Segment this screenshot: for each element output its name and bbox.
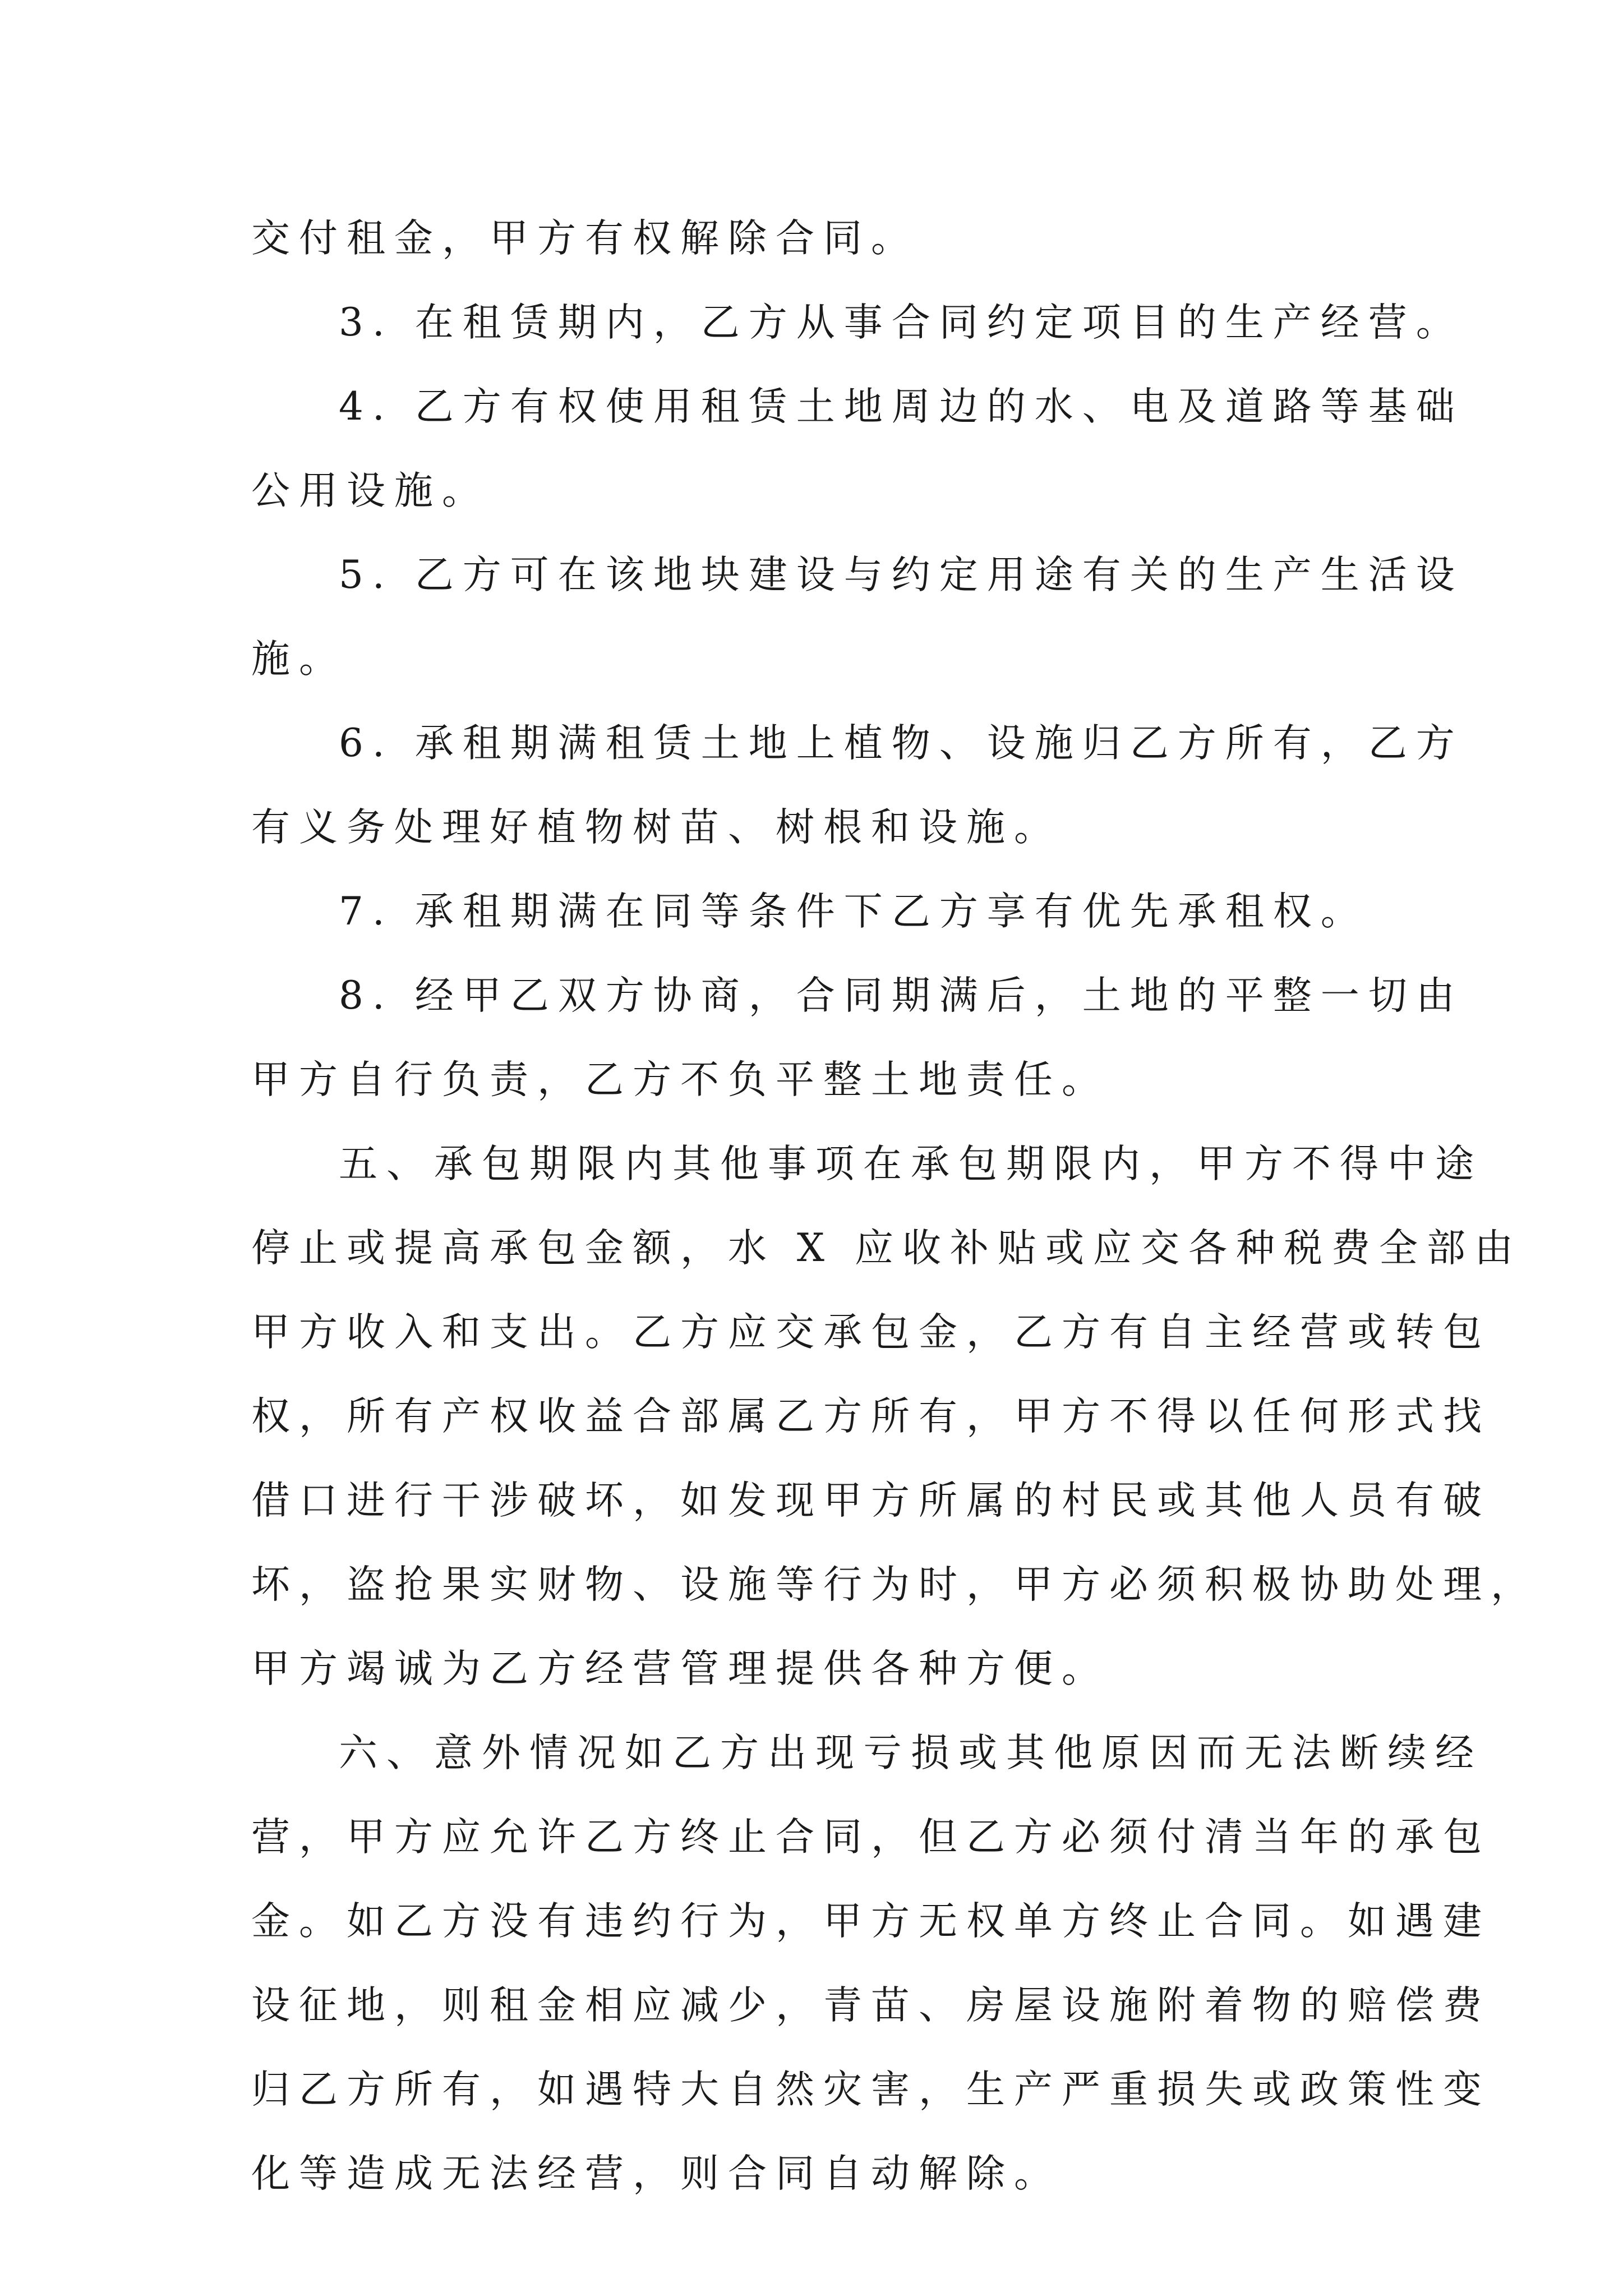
text-line: 5. 乙方可在该地块建设与约定用途有关的生产生活设: [339, 553, 1464, 597]
text-line: 设征地，则租金相应减少，青苗、房屋设施附着物的赔偿费: [251, 1983, 1491, 2028]
text-line: 公用设施。: [251, 468, 490, 513]
text-line: 归乙方所有，如遇特大自然灾害，生产严重损失或政策性变: [251, 2067, 1491, 2112]
text-line: 权，所有产权收益合部属乙方所有，甲方不得以任何形式找: [251, 1394, 1491, 1439]
text-line: 施。: [251, 637, 347, 682]
text-line: 五、承包期限内其他事项在承包期限内，甲方不得中途: [339, 1142, 1483, 1186]
text-line: 4. 乙方有权使用租赁土地周边的水、电及道路等基础: [339, 384, 1464, 429]
text-line: 营，甲方应允许乙方终止合同，但乙方必须付清当年的承包: [251, 1815, 1491, 1860]
text-line: 化等造成无法经营，则合同自动解除。: [251, 2151, 1062, 2196]
text-line: 甲方竭诚为乙方经营管理提供各种方便。: [251, 1646, 1109, 1691]
text-line: 六、意外情况如乙方出现亏损或其他原因而无法断续经: [339, 1731, 1483, 1775]
text-line: 有义务处理好植物树苗、树根和设施。: [251, 805, 1062, 850]
text-line: 8. 经甲乙双方协商，合同期满后，土地的平整一切由: [339, 973, 1464, 1018]
text-line: 坏，盗抢果实财物、设施等行为时，甲方必须积极协助处理，: [251, 1562, 1538, 1607]
text-line: 甲方收入和支出。乙方应交承包金，乙方有自主经营或转包: [251, 1310, 1491, 1355]
text-line: 金。如乙方没有违约行为，甲方无权单方终止合同。如遇建: [251, 1899, 1491, 1944]
text-line: 7. 承租期满在同等条件下乙方享有优先承租权。: [339, 889, 1368, 934]
text-line: 甲方自行负责，乙方不负平整土地责任。: [251, 1057, 1109, 1102]
text-line: 交付租金，甲方有权解除合同。: [251, 216, 919, 261]
text-line: 6. 承租期满租赁土地上植物、设施归乙方所有，乙方: [339, 721, 1464, 766]
text-line: 借口进行干涉破坏，如发现甲方所属的村民或其他人员有破: [251, 1478, 1491, 1523]
text-line: 3. 在租赁期内，乙方从事合同约定项目的生产经营。: [339, 300, 1464, 345]
text-line: 停止或提高承包金额，水 X 应收补贴或应交各种税费全部由: [251, 1226, 1522, 1271]
